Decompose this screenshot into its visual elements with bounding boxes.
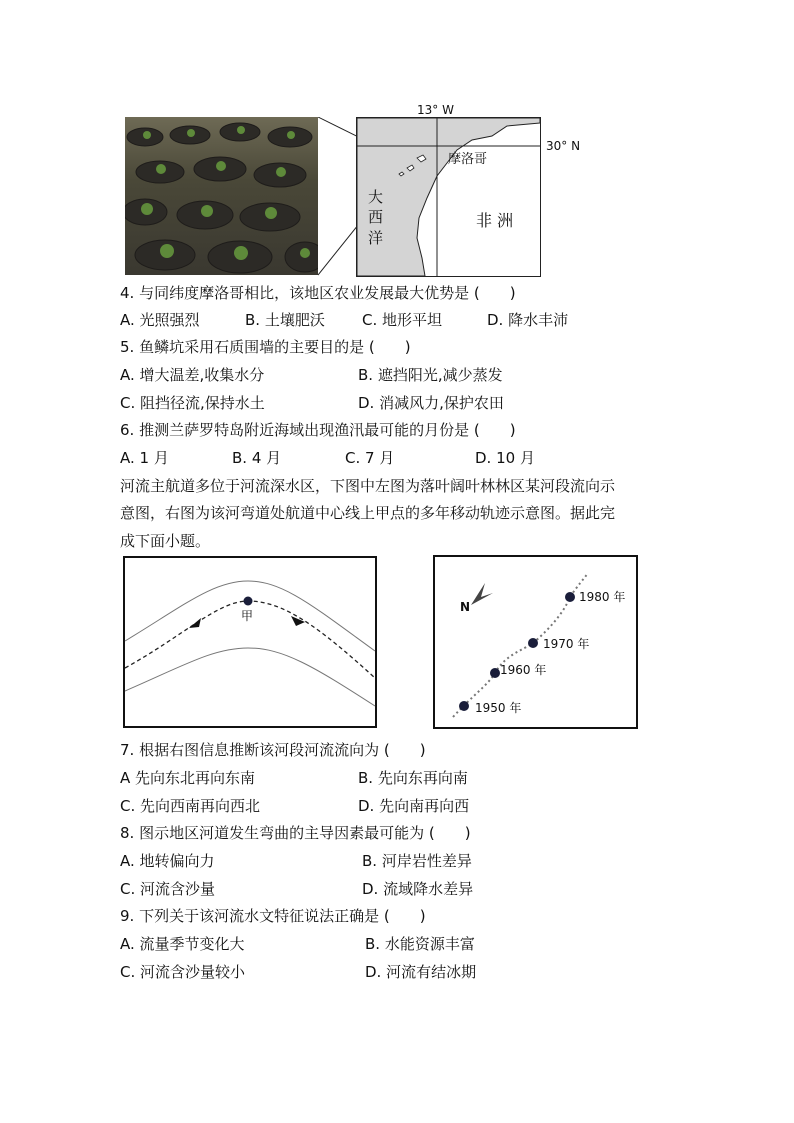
north-label: N: [460, 600, 471, 614]
map-lat-label: 30° N: [546, 139, 581, 153]
question-7-option-c: C. 先向西南再向西北: [120, 797, 261, 815]
question-6-option-d: D. 10 月: [475, 449, 535, 467]
question-9-option-d: D. 河流有结冰期: [365, 963, 477, 981]
question-6-option-c: C. 7 月: [345, 449, 395, 467]
question-7-option-a: A 先向东北再向东南: [120, 769, 256, 787]
river-flow-figure: [123, 556, 377, 728]
point-trajectory-figure: [433, 555, 638, 729]
location-map: [356, 117, 541, 277]
question-6-option-a: A. 1 月: [120, 449, 169, 467]
map-atlantic-label-1: 大: [368, 188, 384, 206]
question-9-option-a: A. 流量季节变化大: [120, 935, 245, 953]
question-4-option-c: C. 地形平坦: [362, 311, 443, 329]
map-atlantic-label-3: 洋: [368, 229, 384, 247]
question-7-option-d: D. 先向南再向西: [358, 797, 470, 815]
question-8-option-d: D. 流域降水差异: [362, 880, 474, 898]
question-4-option-a: A. 光照强烈: [120, 311, 200, 329]
map-atlantic-label-2: 西: [368, 208, 384, 226]
vineyard-photo: [125, 117, 318, 275]
question-9-stem: 9. 下列关于该河流水文特征说法正确是 ( ): [120, 907, 426, 925]
question-4-stem: 4. 与同纬度摩洛哥相比，该地区农业发展最大优势是 ( ): [120, 284, 516, 302]
question-9-option-c: C. 河流含沙量较小: [120, 963, 246, 981]
map-morocco-label: 摩洛哥: [448, 152, 488, 167]
question-4-option-b: B. 土壤肥沃: [245, 311, 325, 329]
question-8-option-b: B. 河岸岩性差异: [362, 852, 472, 870]
question-9-option-b: B. 水能资源丰富: [365, 935, 475, 953]
question-5-option-d: D. 消减风力,保护农田: [358, 394, 504, 412]
year-1950-label: 1950 年: [475, 701, 522, 715]
map-lon-label: 13° W: [417, 103, 454, 117]
question-7-option-b: B. 先向东再向南: [358, 769, 468, 787]
question-7-stem: 7. 根据右图信息推断该河段河流流向为 ( ): [120, 741, 426, 759]
question-5-stem: 5. 鱼鳞坑采用石质围墙的主要目的是 ( ): [120, 338, 411, 356]
question-4-option-d: D. 降水丰沛: [487, 311, 569, 329]
year-1960-label: 1960 年: [500, 663, 547, 677]
question-8-option-c: C. 河流含沙量: [120, 880, 216, 898]
question-6-option-b: B. 4 月: [232, 449, 282, 467]
intro-line-2: 意图，右图为该河弯道处航道中心线上甲点的多年移动轨迹示意图。据此完: [120, 504, 616, 522]
map-africa-label: 非 洲: [476, 211, 514, 230]
point-jia-label: 甲: [241, 609, 254, 623]
question-5-option-c: C. 阻挡径流,保持水土: [120, 394, 265, 412]
question-8-stem: 8. 图示地区河道发生弯曲的主导因素最可能为 ( ): [120, 824, 471, 842]
question-8-option-a: A. 地转偏向力: [120, 852, 215, 870]
question-5-option-a: A. 增大温差,收集水分: [120, 366, 265, 384]
intro-line-3: 成下面小题。: [120, 532, 211, 550]
question-6-stem: 6. 推测兰萨罗特岛附近海域出现渔汛最可能的月份是 ( ): [120, 421, 516, 439]
question-5-option-b: B. 遮挡阳光,减少蒸发: [358, 366, 503, 384]
year-1970-label: 1970 年: [543, 637, 590, 651]
intro-line-1: 河流主航道多位于河流深水区，下图中左图为落叶阔叶林林区某河段流向示: [120, 477, 616, 495]
year-1980-label: 1980 年: [579, 590, 626, 604]
